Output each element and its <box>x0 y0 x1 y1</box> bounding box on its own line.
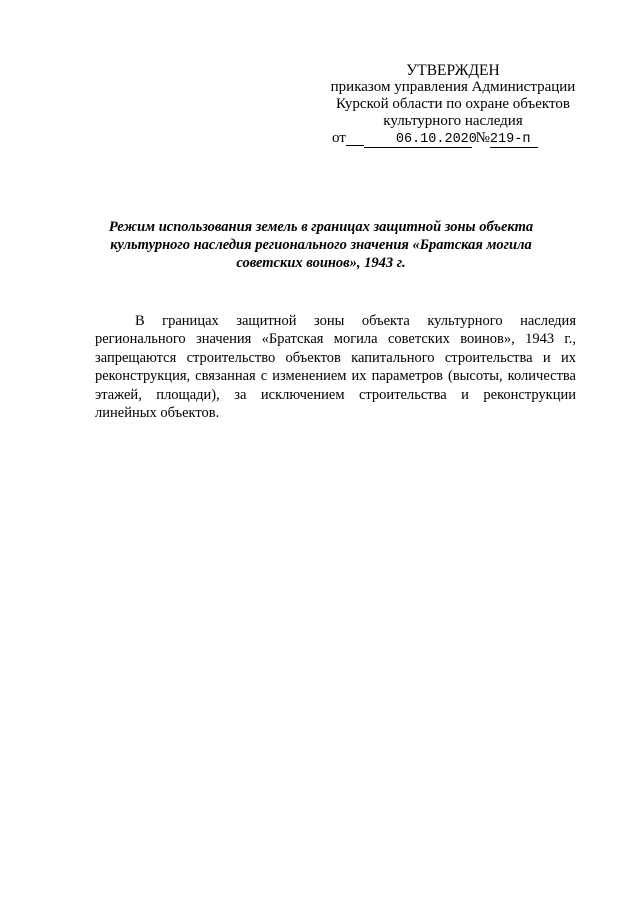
order-date: 06.10.2020 <box>364 133 472 148</box>
order-date-number-line <box>318 130 588 148</box>
document-heading <box>96 218 546 272</box>
date-prefix: от <box>332 130 346 146</box>
approval-block <box>318 62 588 148</box>
heading-line-3: советских воинов», 1943 г. <box>236 255 406 271</box>
heading-line-2: культурного наследия регионального значения «Братская могила <box>110 237 532 253</box>
heading-line-1: Режим использования земель в границах защитной зоны объекта <box>108 219 534 235</box>
approval-line-1: приказом управления Администрации <box>330 79 576 95</box>
approval-line-3: культурного наследия <box>383 113 523 129</box>
body-paragraph: В границах защитной зоны объекта культурного наследия регионального значения «Братская могила советских воинов», 1943 г., запрещаются строительство объектов капитального строительства и их реконструкция, связанная с изменением их параметров (высоты, количества этажей, площади), за исключением строительства и реконструкции линейных объектов. <box>95 312 576 421</box>
approval-title: УТВЕРЖДЕН <box>406 62 500 79</box>
approval-line-2: Курской области по охране объектов <box>336 96 570 112</box>
order-number: 219-п <box>490 133 538 148</box>
number-prefix: № <box>475 130 490 146</box>
date-underline <box>346 131 364 146</box>
